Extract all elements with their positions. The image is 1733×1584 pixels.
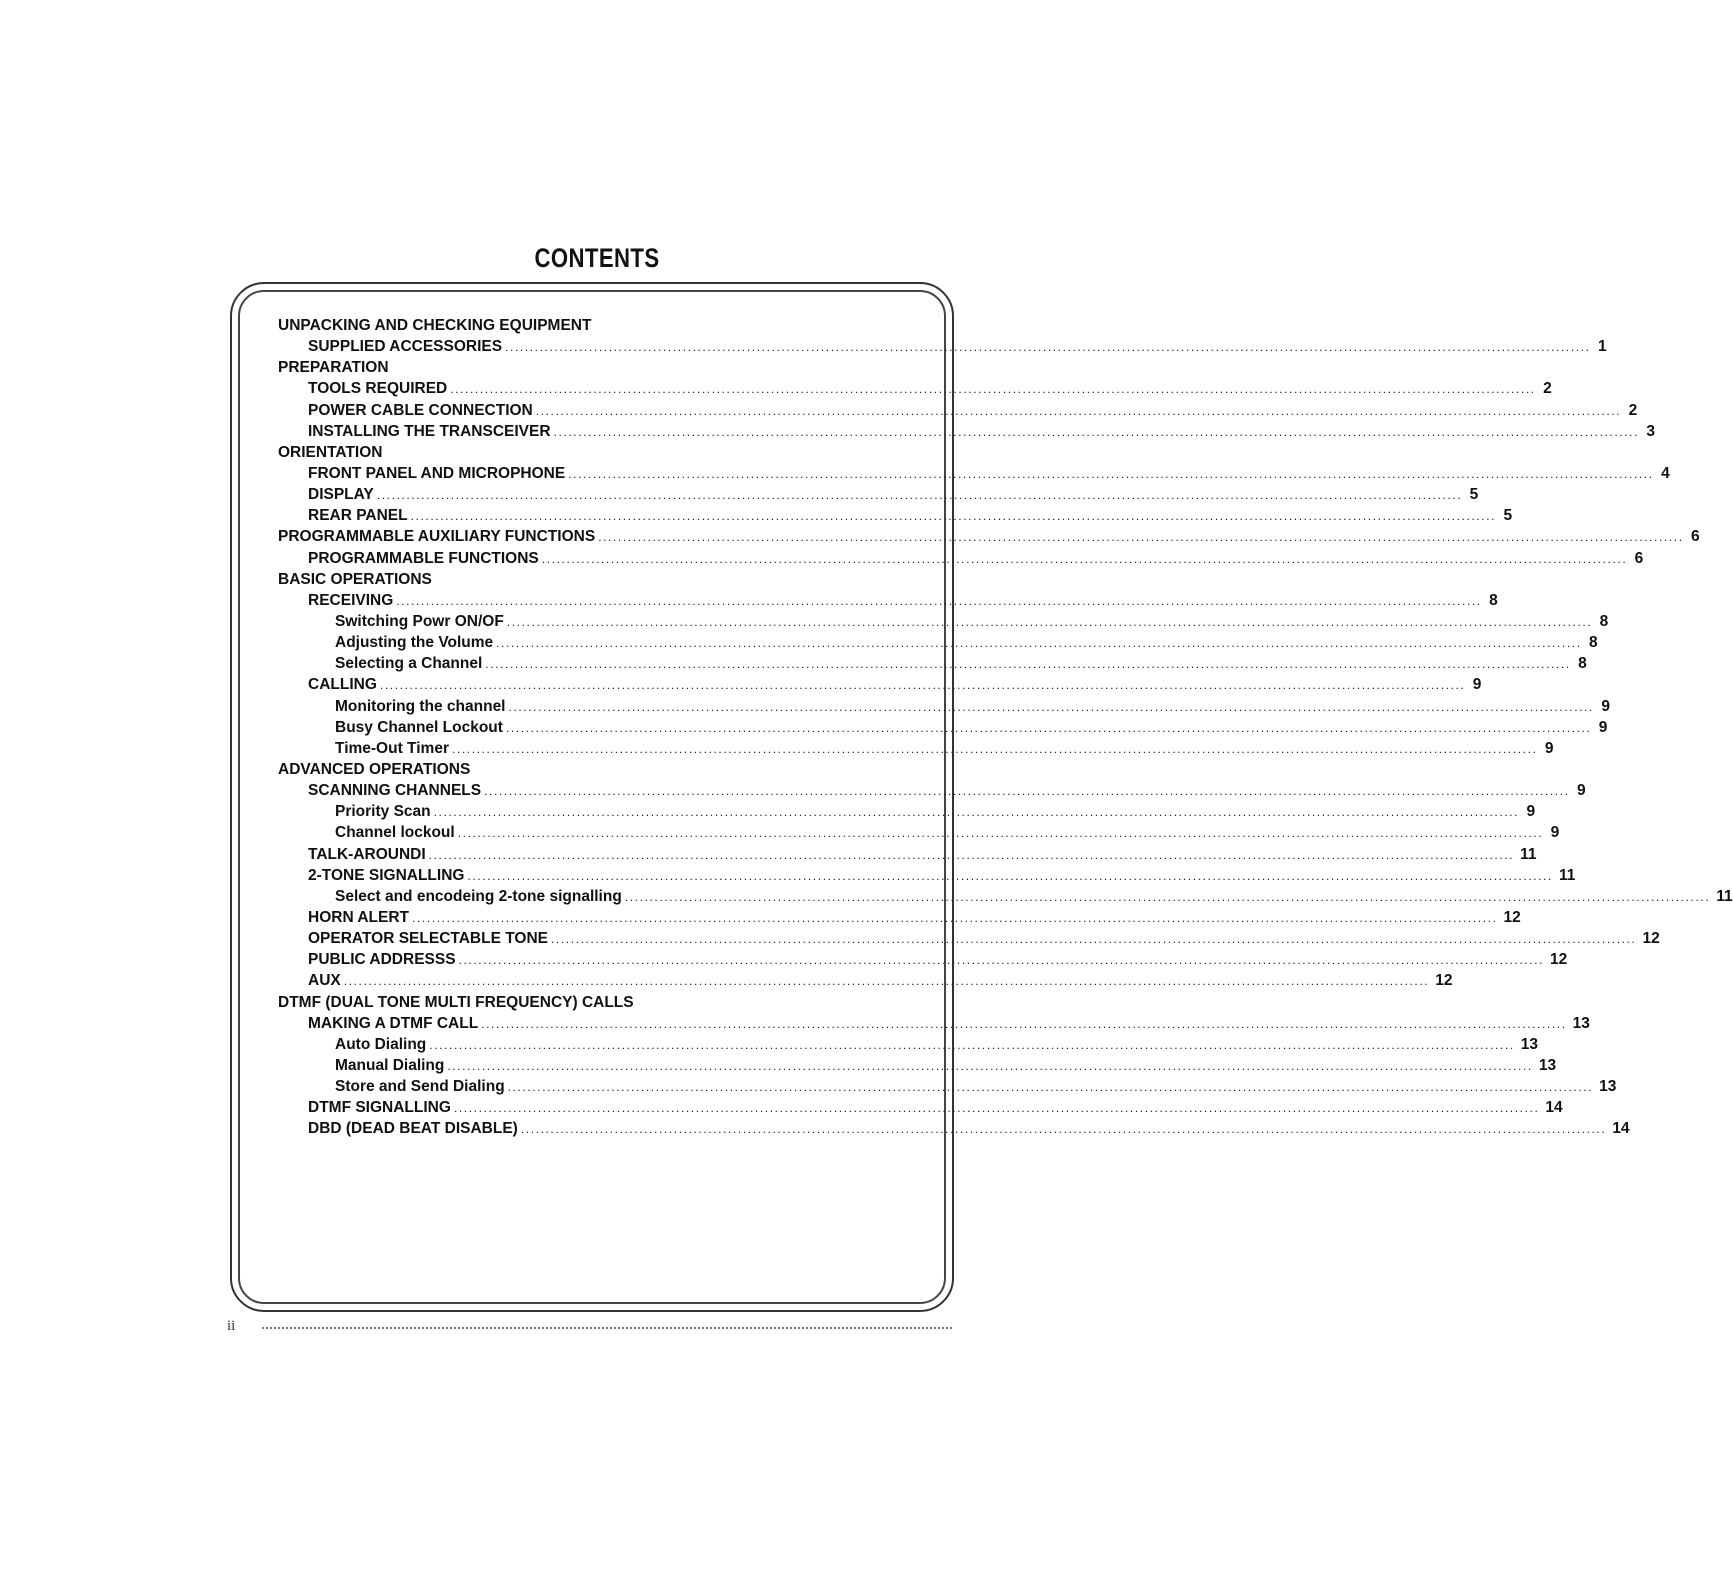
page-number: ii [227,1318,236,1334]
toc-entry [278,1055,1557,1076]
toc-entry-page: 1 [1597,338,1607,356]
toc-dot-leader: ............................................................................................................................................................................................................................ [343,974,1430,989]
toc-entry-title: Priority Scan [335,803,431,821]
toc-entry [278,484,1479,505]
toc-dot-leader: ............................................................................................................................................................................................................................ [505,340,1591,355]
toc-dot-leader: ............................................................................................................................................................................................................................ [451,741,1538,756]
toc-entry-page: 12 [1550,951,1568,969]
toc-dot-leader: ............................................................................................................................................................................................................................ [507,1080,1594,1095]
toc-entry [278,421,1656,442]
toc-entry-title: REAR PANEL [308,507,408,525]
toc-entry-page: 6 [1691,528,1700,546]
toc-entry-page: 2 [1543,380,1552,398]
toc-entry-title: PUBLIC ADDRESSS [308,951,456,969]
toc-entry [278,336,1607,357]
toc-dot-leader: ............................................................................................................................................................................................................................ [624,889,1711,904]
toc-entry-page: 13 [1599,1078,1617,1096]
toc-entry-title: DTMF (DUAL TONE MULTI FREQUENCY) CALLS [278,993,634,1011]
toc-entry-title: Selecting a Channel [335,655,483,673]
toc-entry [278,822,1560,843]
toc-entry-page: 9 [1576,782,1586,800]
toc-dot-leader: ............................................................................................................................................................................................................................ [481,1016,1567,1031]
toc-entry-title: DBD (DEAD BEAT DISABLE) [308,1120,518,1138]
toc-entry [278,738,1554,759]
toc-entry-title: Store and Send Dialing [335,1078,505,1096]
toc-entry-title: DISPLAY [308,486,374,504]
toc-dot-leader: ............................................................................................................................................................................................................................ [396,593,1482,608]
toc-dot-leader: ............................................................................................................................................................................................................................ [535,403,1622,418]
toc-entry [278,653,1587,674]
toc-entry-page: 9 [1472,676,1482,694]
toc-dot-leader: ............................................................................................................................................................................................................................ [484,784,1570,799]
toc-dot-leader: ............................................................................................................................................................................................................................ [433,805,1520,820]
toc-dot-leader: ............................................................................................................................................................................................................................ [410,509,1497,524]
toc-dot-leader: ............................................................................................................................................................................................................................ [551,932,1637,947]
toc-dot-leader: ............................................................................................................................................................................................................................ [508,699,1594,714]
toc-entry-page: 2 [1628,401,1638,419]
toc-entry-title: BASIC OPERATIONS [278,570,432,588]
toc-dot-leader: ............................................................................................................................................................................................................................ [505,720,1592,735]
toc-dot-leader: ............................................................................................................................................................................................................................ [412,910,1498,925]
toc-entry-page: 11 [1558,866,1576,884]
toc-entry-page: 9 [1550,824,1560,842]
toc-dot-leader: ............................................................................................................................................................................................................................ [541,551,1628,566]
toc-entry-page: 11 [1520,845,1537,863]
toc-entry [278,1034,1539,1055]
toc-entry-page: 8 [1578,655,1587,673]
toc-entry [278,674,1482,695]
toc-dot-leader: ............................................................................................................................................................................................................................ [485,657,1571,672]
toc-entry-title: Channel lockoul [335,824,455,842]
toc-entry-page: 13 [1520,1035,1539,1053]
toc-entry-title: Time-Out Timer [335,739,449,757]
toc-entry-title: UNPACKING AND CHECKING EQUIPMENT [278,317,592,334]
toc-entry [278,442,904,463]
toc-dot-leader: ............................................................................................................................................................................................................................ [496,636,1582,651]
toc-entry-page: 8 [1589,634,1598,652]
toc-entry [278,590,1498,611]
toc-dot-leader: ............................................................................................................................................................................................................................ [568,466,1654,481]
toc-entry-page: 9 [1598,718,1608,736]
toc-dot-leader: ............................................................................................................................................................................................................................ [458,953,1545,968]
toc-entry [278,865,1576,886]
toc-entry [278,907,1521,928]
toc-entry [278,970,1453,991]
toc-entry-page: 12 [1503,908,1521,926]
toc-entry-title: INSTALLING THE TRANSCEIVER [308,422,551,440]
toc-entry-title: OPERATOR SELECTABLE TONE [308,930,548,948]
toc-entry-page: 5 [1503,507,1513,525]
toc-dot-leader: ............................................................................................................................................................................................................................ [447,1058,1533,1073]
toc-entry [278,611,1609,632]
toc-entry [278,548,1644,569]
toc-entry-page: 5 [1469,486,1479,504]
toc-entry [278,526,1700,547]
toc-entry-page: 8 [1599,612,1609,630]
toc-entry-title: PROGRAMMABLE AUXILIARY FUNCTIONS [278,528,596,546]
toc-entry-title: TOOLS REQUIRED [308,380,448,398]
toc-dot-leader: ............................................................................................................................................................................................................................ [598,530,1684,545]
toc-dot-leader: ............................................................................................................................................................................................................................ [428,847,1515,862]
toc-entry-title: CALLING [308,676,377,694]
toc-entry-page: 14 [1612,1120,1630,1138]
toc-entry-title: TALK-AROUNDI [308,845,426,863]
toc-entry [278,1013,1590,1034]
toc-entry-page: 12 [1642,930,1660,948]
toc-entry-title: DTMF SIGNALLING [308,1099,451,1117]
toc-entry-page: 3 [1646,422,1656,440]
toc-entry [278,949,1568,970]
toc-entry-page: 6 [1634,549,1644,567]
toc-dot-leader: ............................................................................................................................................................................................................................ [453,1101,1540,1116]
toc-dot-leader: ............................................................................................................................................................................................................................ [429,1037,1515,1052]
footer-rule [262,1327,952,1329]
toc-entry-title: Switching Powr ON/OF [335,612,504,630]
toc-entry-page: 4 [1661,464,1670,482]
toc-entry [278,1118,1630,1139]
toc-entry-title: PREPARATION [278,359,389,377]
toc-entry-title: ADVANCED OPERATIONS [278,760,471,778]
toc-dot-leader: ............................................................................................................................................................................................................................ [450,382,1536,397]
toc-entry [278,463,1670,484]
toc-entry-title: 2-TONE SIGNALLING [308,866,465,884]
toc-entry-title: PROGRAMMABLE FUNCTIONS [308,549,539,567]
toc-entry [278,886,1733,907]
toc-dot-leader: ............................................................................................................................................................................................................................ [457,826,1544,841]
toc-entry [278,569,904,590]
toc-entry-title: Adjusting the Volume [335,634,494,652]
toc-entry-page: 13 [1538,1056,1557,1074]
toc-entry-title: RECEIVING [308,591,394,609]
toc-entry-page: 9 [1544,739,1554,757]
toc-dot-leader: ............................................................................................................................................................................................................................ [520,1122,1607,1137]
toc-entry-title: ORIENTATION [278,443,383,461]
toc-entry-title: Monitoring the channel [335,697,506,715]
toc-entry-title: AUX [308,972,341,990]
toc-entry-title: FRONT PANEL AND MICROPHONE [308,464,566,482]
toc-dot-leader: ............................................................................................................................................................................................................................ [553,424,1640,439]
table-of-contents [278,315,1733,1139]
toc-entry-title: Busy Channel Lockout [335,718,503,736]
toc-entry-page: 13 [1572,1014,1590,1032]
toc-entry [278,1076,1617,1097]
toc-entry-page: 14 [1545,1099,1563,1117]
toc-entry-title: SUPPLIED ACCESSORIES [308,338,503,356]
toc-entry-title: Auto Dialing [335,1035,427,1053]
toc-entry [278,696,1610,717]
toc-entry-title: Select and encodeing 2-tone signalling [335,887,622,905]
toc-entry [278,505,1513,526]
toc-entry-page: 9 [1601,697,1610,715]
toc-entry [278,357,904,378]
toc-dot-leader: ............................................................................................................................................................................................................................ [376,488,1463,503]
toc-entry [278,780,1586,801]
toc-entry-title: POWER CABLE CONNECTION [308,401,533,419]
toc-entry-title: SCANNING CHANNELS [308,782,482,800]
toc-dot-leader: ............................................................................................................................................................................................................................ [506,614,1593,629]
toc-entry [278,400,1638,421]
toc-entry-title: Manual Dialing [335,1056,445,1074]
toc-dot-leader: ............................................................................................................................................................................................................................ [467,868,1553,883]
toc-entry [278,801,1536,822]
toc-entry [278,632,1598,653]
toc-entry-title: HORN ALERT [308,908,410,926]
toc-entry [278,1097,1563,1118]
toc-entry-page: 11 [1716,887,1733,905]
toc-entry-title: MAKING A DTMF CALL [308,1014,479,1032]
toc-entry-page: 9 [1526,803,1536,821]
toc-dot-leader: ............................................................................................................................................................................................................................ [379,678,1466,693]
toc-entry-page: 8 [1489,591,1498,609]
toc-entry [278,717,1608,738]
toc-entry [278,844,1537,865]
toc-entry-page: 12 [1435,972,1453,990]
toc-entry [278,928,1660,949]
page-title: CONTENTS [534,243,660,273]
toc-entry [278,992,904,1013]
toc-entry [278,315,904,336]
toc-entry [278,378,1552,399]
toc-entry [278,759,904,780]
